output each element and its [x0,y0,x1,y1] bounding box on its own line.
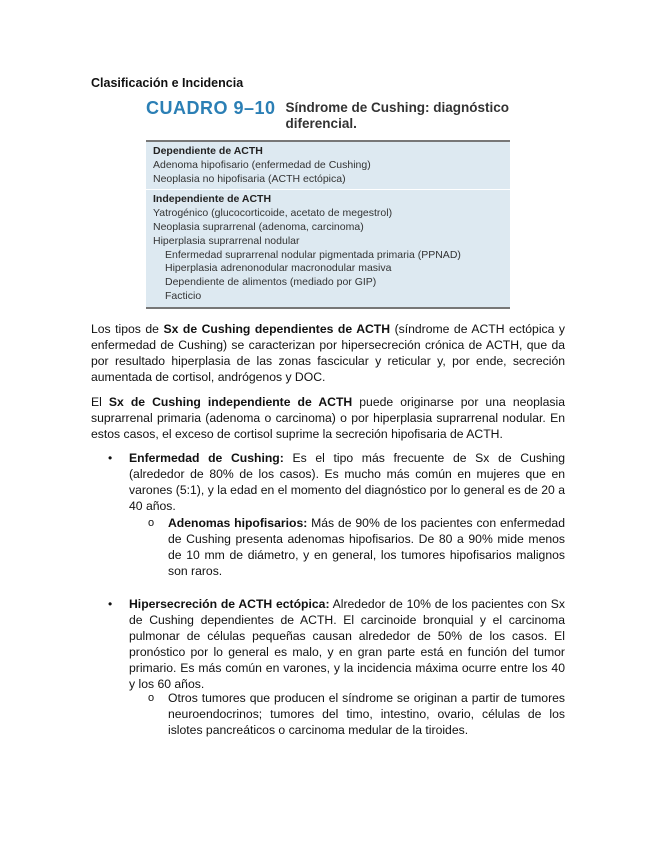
table-subitem: Dependiente de alimentos (mediado por GIP) [165,276,377,289]
table-item: Neoplasia no hipofisaria (ACTH ectópica) [153,172,346,185]
subbullet-marker: o [148,517,155,529]
bullet-acth-ectopica [108,596,566,692]
figure-title [146,98,510,138]
table-subitem: Hiperplasia adrenonodular macronodular masiva [165,262,392,275]
bullet-marker: • [108,451,113,465]
bullet-enfermedad-cushing [108,450,565,514]
table-group-title: Independiente de ACTH [153,193,272,206]
table-group-acth-independent [146,189,510,306]
section-heading: Clasificación e Incidencia [91,76,244,90]
paragraph-acth-dependent [91,321,565,385]
subbullet-adenomas [148,515,565,579]
subbullet-marker: o [148,692,155,704]
table-item: Neoplasia suprarrenal (adenoma, carcinoma) [153,220,364,233]
subbullet-bold-term: Adenomas hipofisarios: [168,516,308,530]
figure-caption: Síndrome de Cushing: diagnóstico diferencial. [285,100,510,131]
paragraph-bold-term: Sx de Cushing independiente de ACTH [108,395,353,409]
figure-number: CUADRO 9–10 [146,98,276,118]
table-group-title: Dependiente de ACTH [153,145,263,157]
figure-table-body [146,140,510,309]
paragraph-text: El [91,395,109,409]
table-item: Hiperplasia suprarrenal nodular [153,234,300,247]
paragraph-text: Los tipos de [91,322,164,336]
table-item: Yatrogénico (glucocorticoide, acetato de megestrol) [153,207,393,220]
table-subitem: Facticio [165,289,202,302]
paragraph-bold-term: Sx de Cushing dependientes de ACTH [163,322,391,336]
table-subitem: Enfermedad suprarrenal nodular pigmentada primaria (PPNAD) [165,248,461,261]
bullet-bold-term: Enfermedad de Cushing: [129,451,284,465]
table-group-acth-dependent [146,142,510,189]
subbullet-text: Otros tumores que producen el síndrome se originan a partir de tumores neuroendocrinos; tumores del timo, intestino, ovario, células de los islotes pancreáticos o carcinoma medular de la tiroides. [168,691,565,737]
figure-table [146,98,510,309]
subbullet-text: Más de 90% de los pacientes con enfermedad de Cushing presenta adenomas hipofisarios. De 80 a 90% mide menos de 10 mm de diámetro, y en general, los tumores hipofisarios malignos son raros. [168,516,565,578]
paragraph-acth-independent [91,394,565,442]
paragraph-text: puede originarse por una neoplasia suprarrenal primaria (adenoma o carcinoma) o por hiperplasia suprarrenal nodular. En estos casos, el exceso de cortisol suprime la secreción hipofisaria de ACTH. [91,395,565,441]
bullet-bold-term: Hipersecreción de ACTH ectópica: [129,597,330,611]
paragraph-text: (síndrome de ACTH ectópica y enfermedad de Cushing) se caracterizan por hipersecreción crónica de ACTH, que da por resultado hiperplasia de las zonas fascicular y reticular y, por ende, secreción aumentada de cortisol, andrógenos y DOC. [91,322,566,384]
bullet-text: Alrededor de 10% de los pacientes con Sx de Cushing dependientes de ACTH. El carcinoide bronquial y el carcinoma pulmonar de células pequeñas causan alrededor de 50% de los casos. El pronóstico por lo general es malo, y en gran parte está en función del tumor primario. Es más común en varones, y la incidencia máxima ocurre entre los 40 y los 60 años. [129,597,566,691]
table-item: Adenoma hipofisario (enfermedad de Cushing) [153,158,371,171]
subbullet-otros-tumores [148,690,565,738]
bullet-text: Es el tipo más frecuente de Sx de Cushing (alrededor de 80% de los casos). Es mucho más común en mujeres que en varones (5:1), y la edad en el momento del diagnóstico por lo general es de 20 a 40 años. [129,451,565,513]
bullet-marker: • [108,597,113,611]
